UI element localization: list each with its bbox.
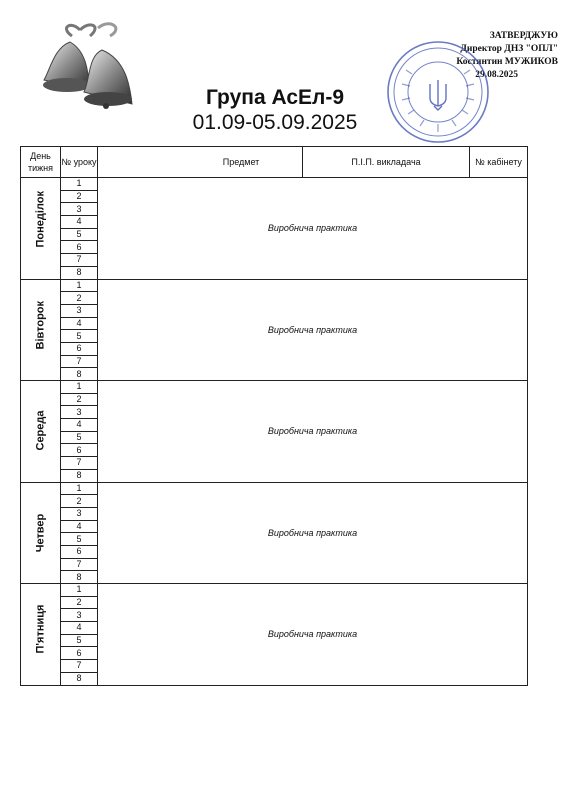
day-name: Середа — [34, 410, 47, 451]
header-room: № кабінету — [470, 147, 528, 178]
lesson-number: 6 — [61, 241, 98, 254]
table-row — [21, 279, 528, 292]
lesson-number: 2 — [61, 190, 98, 203]
day-name: П'ятниця — [34, 604, 47, 654]
header-day: День тижня — [21, 147, 61, 178]
header-subject: Предмет — [98, 147, 303, 178]
date-range: 01.09-05.09.2025 — [192, 111, 358, 134]
lesson-number: 7 — [61, 254, 98, 267]
day-name: Вівторок — [34, 300, 47, 350]
lesson-number: 8 — [61, 368, 98, 381]
day-cell — [21, 381, 61, 483]
approval-title: ЗАТВЕРДЖУЮ — [489, 31, 558, 41]
lesson-number: 3 — [61, 609, 98, 622]
lesson-number: 6 — [61, 342, 98, 355]
approval-name: Костянтин МУЖИКОВ — [456, 57, 558, 67]
lesson-number: 6 — [61, 545, 98, 558]
lesson-number: 3 — [61, 203, 98, 216]
lesson-number: 4 — [61, 317, 98, 330]
subject-cell: Виробнича практика — [98, 381, 528, 483]
lesson-number: 5 — [61, 533, 98, 546]
lesson-number: 7 — [61, 660, 98, 673]
lesson-number: 7 — [61, 558, 98, 571]
lesson-number: 1 — [61, 279, 98, 292]
lesson-number: 7 — [61, 355, 98, 368]
day-cell — [21, 482, 61, 584]
approval-date: 29.08.2025 — [475, 70, 518, 80]
lesson-number: 2 — [61, 596, 98, 609]
day-cell — [21, 584, 61, 686]
day-name: Понеділок — [34, 191, 47, 248]
lesson-number: 1 — [61, 381, 98, 394]
group-title: Група АсЕл-9 — [205, 86, 345, 109]
stamp-seal — [386, 40, 490, 144]
table-row — [21, 584, 528, 597]
lesson-number: 8 — [61, 571, 98, 584]
subject-cell: Виробнича практика — [98, 178, 528, 280]
subject-cell: Виробнича практика — [98, 584, 528, 686]
lesson-number: 4 — [61, 520, 98, 533]
lesson-number: 1 — [61, 584, 98, 597]
approval-position: Директор ДНЗ "ОПЛ" — [460, 44, 558, 54]
lesson-number: 8 — [61, 469, 98, 482]
schedule-table — [20, 146, 528, 686]
table-row — [21, 178, 528, 191]
lesson-number: 5 — [61, 228, 98, 241]
day-cell — [21, 279, 61, 381]
lesson-number: 2 — [61, 292, 98, 305]
lesson-number: 6 — [61, 647, 98, 660]
trident-icon — [430, 80, 446, 110]
lesson-number: 3 — [61, 406, 98, 419]
table-row — [21, 482, 528, 495]
lesson-number: 3 — [61, 304, 98, 317]
subject-cell: Виробнича практика — [98, 279, 528, 381]
lesson-number: 5 — [61, 330, 98, 343]
lesson-number: 1 — [61, 178, 98, 191]
lesson-number: 1 — [61, 482, 98, 495]
lesson-number: 4 — [61, 622, 98, 635]
header-teacher: П.І.П. викладача — [303, 147, 470, 178]
lesson-number: 5 — [61, 431, 98, 444]
header-lesson-no: № уроку — [61, 147, 98, 178]
lesson-number: 8 — [61, 266, 98, 279]
table-row — [21, 381, 528, 394]
lesson-number: 2 — [61, 393, 98, 406]
lesson-number: 2 — [61, 495, 98, 508]
day-cell — [21, 178, 61, 280]
bells-icon — [40, 20, 140, 110]
lesson-number: 5 — [61, 634, 98, 647]
lesson-number: 6 — [61, 444, 98, 457]
subject-cell: Виробнича практика — [98, 482, 528, 584]
lesson-number: 7 — [61, 457, 98, 470]
day-name: Четвер — [34, 513, 47, 553]
lesson-number: 4 — [61, 216, 98, 229]
lesson-number: 3 — [61, 507, 98, 520]
table-header-row — [21, 147, 528, 178]
lesson-number: 4 — [61, 419, 98, 432]
lesson-number: 8 — [61, 672, 98, 685]
